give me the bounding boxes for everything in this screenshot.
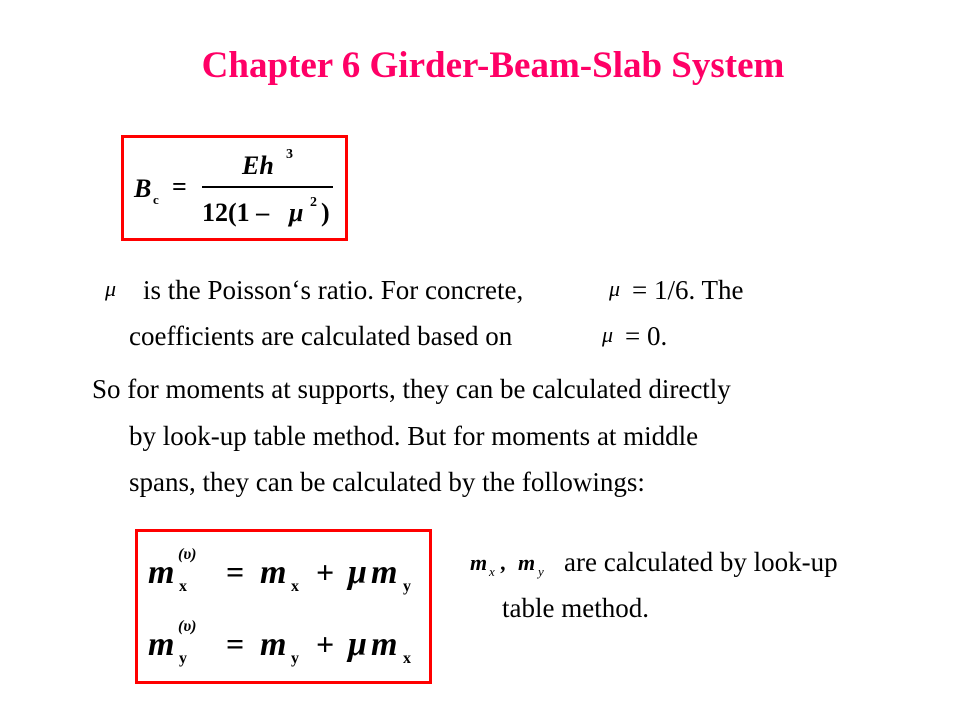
numerator-exponent: 3 bbox=[286, 147, 293, 162]
row1-m2: m bbox=[371, 554, 398, 591]
note-mx: m bbox=[470, 550, 488, 575]
row2-m2: m bbox=[371, 626, 398, 663]
my-upsilon-sub: y bbox=[179, 650, 187, 667]
denominator-exponent: 2 bbox=[310, 195, 317, 210]
row2-plus: + bbox=[316, 626, 335, 662]
supports-line-1: So for moments at supports, they can be calculated directly bbox=[92, 374, 731, 404]
slide-title: Chapter 6 Girder-Beam-Slab System bbox=[201, 45, 785, 86]
bc-subscript: c bbox=[153, 192, 159, 207]
mx-upsilon: m bbox=[148, 554, 175, 591]
poisson-text: is the Poisson‘s ratio. For concrete, bbox=[143, 275, 524, 305]
row1-m: m bbox=[260, 554, 287, 591]
note-my-sub: y bbox=[538, 564, 544, 579]
mu-symbol-3: μ bbox=[602, 322, 614, 347]
denominator-right: ) bbox=[321, 198, 330, 227]
bc-symbol: B bbox=[134, 174, 152, 203]
coefficients-text: coefficients are calculated based on bbox=[129, 321, 513, 351]
my-upsilon-sup: (υ) bbox=[178, 618, 197, 635]
my-upsilon: m bbox=[148, 626, 175, 663]
bc-equals: = bbox=[172, 172, 187, 201]
mu-symbol-1: μ bbox=[105, 276, 117, 301]
denominator-mu: μ bbox=[289, 198, 304, 227]
row1-m2-sub: y bbox=[403, 578, 411, 595]
note-line-1: are calculated by look-up bbox=[564, 547, 838, 577]
row2-m2-sub: x bbox=[403, 650, 411, 667]
mx-upsilon-sub: x bbox=[179, 578, 187, 595]
row2-m: m bbox=[260, 626, 287, 663]
fraction-bar bbox=[202, 186, 333, 188]
stiffness-formula-box bbox=[121, 135, 348, 241]
mu-symbol-2: μ bbox=[609, 276, 621, 301]
moment-formula-box bbox=[135, 529, 432, 684]
zero-value: = 0. bbox=[625, 321, 668, 351]
numerator: Eh bbox=[242, 151, 274, 180]
note-mx-sub: x bbox=[489, 564, 495, 579]
note-comma: , bbox=[501, 550, 507, 575]
row1-mu: μ bbox=[348, 554, 367, 591]
row2-equals: = bbox=[226, 626, 245, 662]
denominator-left: 12(1 – bbox=[202, 198, 270, 227]
row2-m-sub: y bbox=[291, 650, 299, 667]
row1-plus: + bbox=[316, 554, 335, 590]
note-my: m bbox=[518, 550, 536, 575]
note-line-2: table method. bbox=[502, 593, 649, 623]
row1-m-sub: x bbox=[291, 578, 299, 595]
supports-line-2: by look-up table method. But for moments at middle bbox=[129, 421, 699, 451]
supports-line-3: spans, they can be calculated by the followings: bbox=[129, 467, 645, 497]
row1-equals: = bbox=[226, 554, 245, 590]
row2-mu: μ bbox=[348, 626, 367, 663]
mx-upsilon-sup: (υ) bbox=[178, 546, 197, 563]
concrete-value: = 1/6. The bbox=[632, 275, 744, 305]
